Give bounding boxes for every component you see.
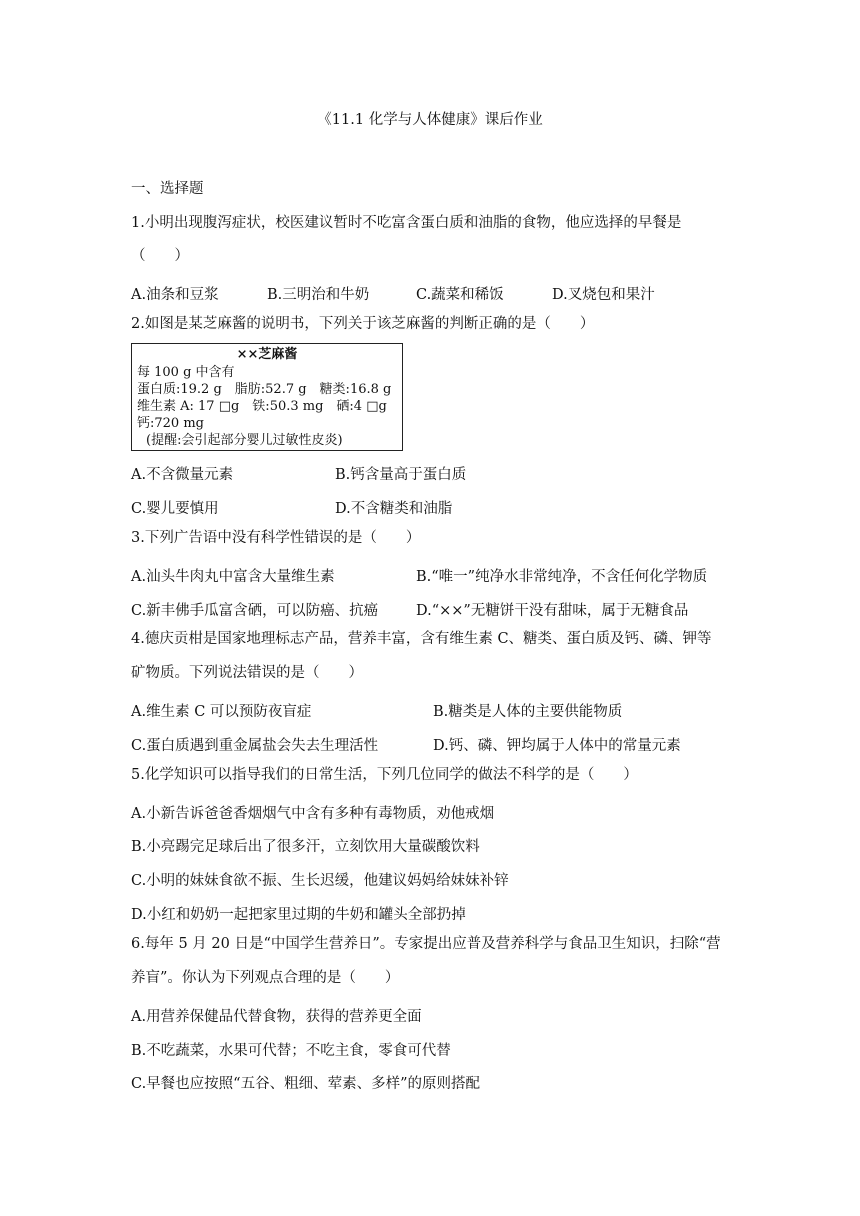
question-2-option-d: D.不含糖类和油脂 <box>335 501 453 517</box>
question-4-option-b: B.糖类是人体的主要供能物质 <box>433 704 623 720</box>
label-line: (提醒:会引起部分婴儿过敏性皮炎) <box>146 433 343 448</box>
question-5-option-d: D.小红和奶奶一起把家里过期的牛奶和罐头全部扔掉 <box>131 907 466 923</box>
question-5-option-c: C.小明的妹妹食欲不振、生长迟缓，他建议妈妈给妹妹补锌 <box>131 873 509 889</box>
question-4-option-d: D.钙、磷、钾均属于人体中的常量元素 <box>433 738 681 754</box>
question-3-stem: 3.下列广告语中没有科学性错误的是（ ） <box>131 530 421 546</box>
page-title: 《11.1 化学与人体健康》课后作业 <box>317 112 543 128</box>
label-line: 每 100 g 中含有 <box>137 365 235 380</box>
question-2-option-a: A.不含微量元素 <box>131 467 234 483</box>
question-6-option-a: A.用营养保健品代替食物，获得的营养更全面 <box>131 1009 422 1025</box>
question-1-option-b: B.三明治和牛奶 <box>267 287 370 303</box>
question-6-stem-cont: 养盲”。你认为下列观点合理的是（ ） <box>131 970 400 986</box>
question-1-option-a: A.油条和豆浆 <box>131 287 219 303</box>
question-4-stem-cont: 矿物质。下列说法错误的是（ ） <box>131 665 363 681</box>
label-line: 维生素 A: 17 □g 铁:50.3 mg 硒:4 □g <box>137 399 387 414</box>
question-2-stem: 2.如图是某芝麻酱的说明书，下列关于该芝麻酱的判断正确的是（ ） <box>131 316 595 332</box>
label-line: 钙:720 mg <box>137 416 204 431</box>
question-5-option-a: A.小新告诉爸爸香烟烟气中含有多种有毒物质，劝他戒烟 <box>131 806 495 822</box>
question-4-option-c: C.蛋白质遇到重金属盐会失去生理活性 <box>131 738 379 754</box>
question-3-option-c: C.新丰佛手瓜富含硒，可以防癌、抗癌 <box>131 603 379 619</box>
label-line: 蛋白质:19.2 g 脂肪:52.7 g 糖类:16.8 g <box>137 382 392 397</box>
question-1-stem: 1.小明出现腹泻症状，校医建议暂时不吃富含蛋白质和油脂的食物，他应选择的早餐是 <box>131 215 682 231</box>
sesame-paste-label-figure <box>131 343 403 451</box>
question-5-stem: 5.化学知识可以指导我们的日常生活，下列几位同学的做法不科学的是（ ） <box>131 767 638 783</box>
question-4-option-a: A.维生素 C 可以预防夜盲症 <box>131 704 312 720</box>
question-3-option-a: A.汕头牛肉丸中富含大量维生素 <box>131 569 335 585</box>
question-3-option-b: B.“唯一”纯净水非常纯净，不含任何化学物质 <box>416 569 708 585</box>
question-3-option-d: D.“××”无糖饼干没有甜味，属于无糖食品 <box>416 603 689 619</box>
question-1-stem-cont: （ ） <box>131 248 189 264</box>
question-1-option-d: D.叉烧包和果汁 <box>552 287 655 303</box>
question-6-option-c: C.早餐也应按照“五谷、粗细、荤素、多样”的原则搭配 <box>131 1076 481 1092</box>
question-2-option-c: C.婴儿要慎用 <box>131 501 219 517</box>
question-6-stem: 6.每年 5 月 20 日是“中国学生营养日”。专家提出应普及营养科学与食品卫生知识，扫除“营 <box>131 936 721 952</box>
question-4-stem: 4.德庆贡柑是国家地理标志产品，营养丰富，含有维生素 C、糖类、蛋白质及钙、磷、钾等 <box>131 631 712 647</box>
section-heading: 一、选择题 <box>131 181 204 197</box>
question-2-option-b: B.钙含量高于蛋白质 <box>335 467 467 483</box>
label-title: ××芝麻酱 <box>236 347 298 362</box>
question-1-option-c: C.蔬菜和稀饭 <box>416 287 504 303</box>
question-5-option-b: B.小亮踢完足球后出了很多汗，立刻饮用大量碳酸饮料 <box>131 839 480 855</box>
question-6-option-b: B.不吃蔬菜，水果可代替；不吃主食，零食可代替 <box>131 1043 451 1059</box>
